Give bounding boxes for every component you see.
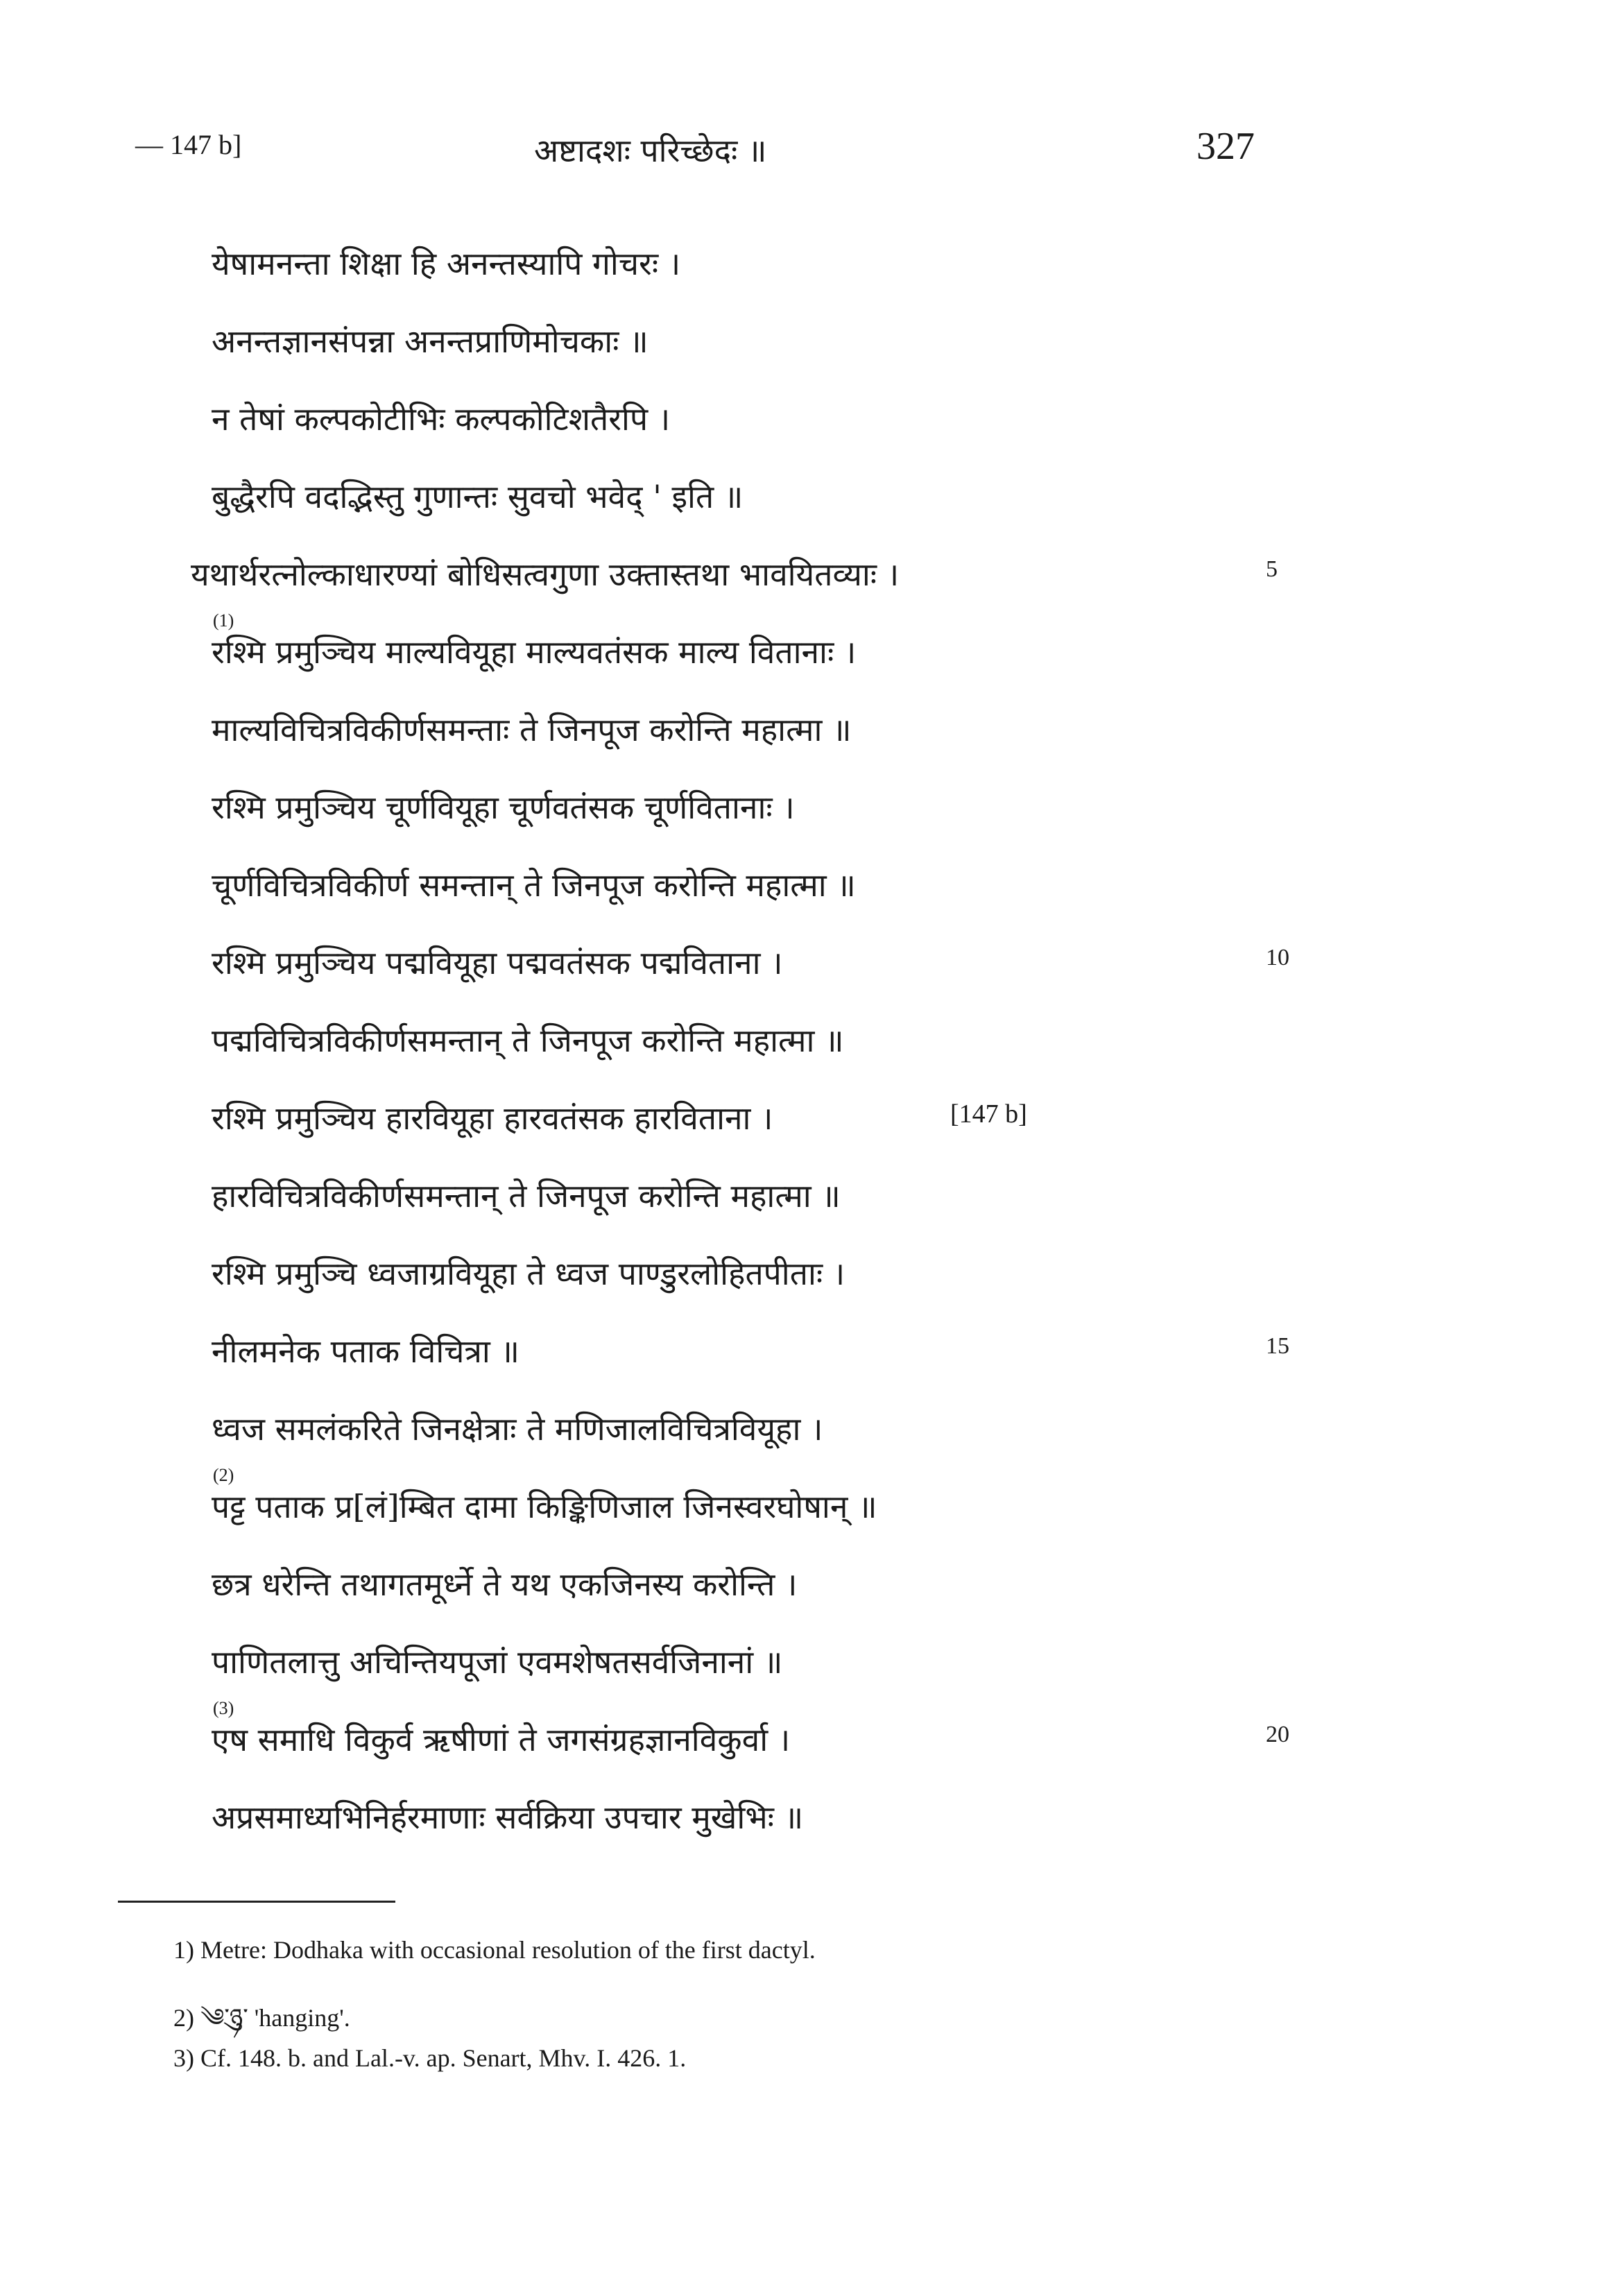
verse-text: माल्यविचित्रविकीर्णसमन्ताः ते जिनपूज करोन्ति महात्मा ॥ xyxy=(212,711,852,748)
verse-text: ध्वज समलंकरिते जिनक्षेत्राः ते मणिजालविचित्रवियूहा । xyxy=(212,1410,823,1448)
verse-line xyxy=(0,1329,1623,1391)
chapter-title: अष्टादशः परिच्छेदः ॥ xyxy=(534,132,767,169)
verse-text: न तेषां कल्पकोटीभिः कल्पकोटिशतैरपि । xyxy=(212,400,671,438)
footnote-rule xyxy=(118,1901,395,1903)
folio-marker: [147 b] xyxy=(950,1099,1027,1129)
verse-text: रश्मि प्रमुञ्चिय हारवियूहा हारवतंसक हारविताना । xyxy=(212,1099,773,1137)
verse-text: पट्ट पताक प्र[लं]म्बित दामा किङ्किणिजाल जिनस्वरघोषान् ॥ xyxy=(212,1488,877,1525)
folio-reference: — 147 b] xyxy=(135,129,242,160)
verse-line xyxy=(0,1174,1623,1236)
verse-text: यथार्थरत्नोल्काधारण्यां बोधिसत्वगुणा उक्तास्तथा भावयितव्याः । xyxy=(191,556,900,593)
footnote-marker: (3) xyxy=(213,1698,234,1718)
verse-line xyxy=(0,1640,1623,1702)
verse-line xyxy=(0,1562,1623,1625)
verse-line xyxy=(0,552,1623,615)
page-number: 327 xyxy=(1196,125,1255,168)
footnote-marker: (2) xyxy=(213,1465,234,1485)
verse-text: पाणितलात्तु अचिन्तियपूजां एवमशेषतसर्वजिनानां ॥ xyxy=(212,1643,783,1681)
verse-line xyxy=(0,863,1623,925)
verse-line xyxy=(0,1096,1623,1158)
verse-line xyxy=(0,941,1623,1003)
verse-line xyxy=(0,1795,1623,1858)
verse-text: रश्मि प्रमुञ्चिय माल्यवियूहा माल्यवतंसक माल्य वितानाः । xyxy=(212,633,857,671)
verse-line xyxy=(0,1407,1623,1469)
footnote-marker: (1) xyxy=(213,610,234,631)
verse-line xyxy=(0,397,1623,459)
verse-line xyxy=(0,474,1623,537)
line-number: 5 xyxy=(1266,556,1278,582)
footnote-2: 2) ༄ུ་ཉ་ 'hanging'. xyxy=(173,2004,350,2032)
verse-text: हारविचित्रविकीर्णसमन्तान् ते जिनपूज करोन्ति महात्मा ॥ xyxy=(212,1177,841,1215)
verse-text: नीलमनेक पताक विचित्रा ॥ xyxy=(212,1333,519,1370)
verse-line xyxy=(0,1018,1623,1081)
verse-text: येषामनन्ता शिक्षा हि अनन्तस्यापि गोचरः । xyxy=(212,245,681,282)
verse-text: रश्मि प्रमुञ्चिय चूर्णवियूहा चूर्णवतंसक चूर्णवितानाः । xyxy=(212,789,795,826)
line-number: 10 xyxy=(1266,945,1289,970)
verse-text: बुद्धैरपि वदद्भिस्तु गुणान्तः सुवचो भवेद् ' इति ॥ xyxy=(212,478,744,515)
verse-line xyxy=(0,1465,1623,1547)
verse-line xyxy=(0,319,1623,382)
verse-text: अप्रसमाध्यभिनिर्हरमाणाः सर्वक्रिया उपचार मुखेभिः ॥ xyxy=(212,1799,804,1836)
line-number: 20 xyxy=(1266,1722,1289,1747)
running-header xyxy=(0,125,1623,177)
verse-text: एष समाधि विकुर्व ऋषीणां ते जगसंग्रहज्ञानविकुर्वा । xyxy=(212,1721,791,1758)
verse-line xyxy=(0,708,1623,770)
verse-text: अनन्तज्ञानसंपन्ना अनन्तप्राणिमोचकाः ॥ xyxy=(212,323,649,360)
footnote-3: 3) Cf. 148. b. and Lal.-v. ap. Senart, Mhv. I. 426. 1. xyxy=(173,2044,687,2072)
verse-line xyxy=(0,1251,1623,1314)
verse-line xyxy=(0,785,1623,848)
verse-text: छत्र धरेन्ति तथागतमूर्ध्ने ते यथ एकजिनस्य करोन्ति । xyxy=(212,1566,798,1603)
verse-text: रश्मि प्रमुञ्चिय पद्मवियूहा पद्मवतंसक पद्मविताना । xyxy=(212,944,783,982)
verse-line xyxy=(0,241,1623,304)
verse-text: चूर्णविचित्रविकीर्ण समन्तान् ते जिनपूज करोन्ति महात्मा ॥ xyxy=(212,866,856,904)
line-number: 15 xyxy=(1266,1333,1289,1359)
verse-line xyxy=(0,1698,1623,1780)
verse-text: रश्मि प्रमुञ्चि ध्वजाग्रवियूहा ते ध्वज पाण्डुरलोहितपीताः । xyxy=(212,1255,845,1292)
verse-text: पद्मविचित्रविकीर्णसमन्तान् ते जिनपूज करोन्ति महात्मा ॥ xyxy=(212,1022,844,1059)
footnote-1: 1) Metre: Dodhaka with occasional resolution of the first dactyl. xyxy=(173,1936,816,1964)
verse-line xyxy=(0,610,1623,692)
